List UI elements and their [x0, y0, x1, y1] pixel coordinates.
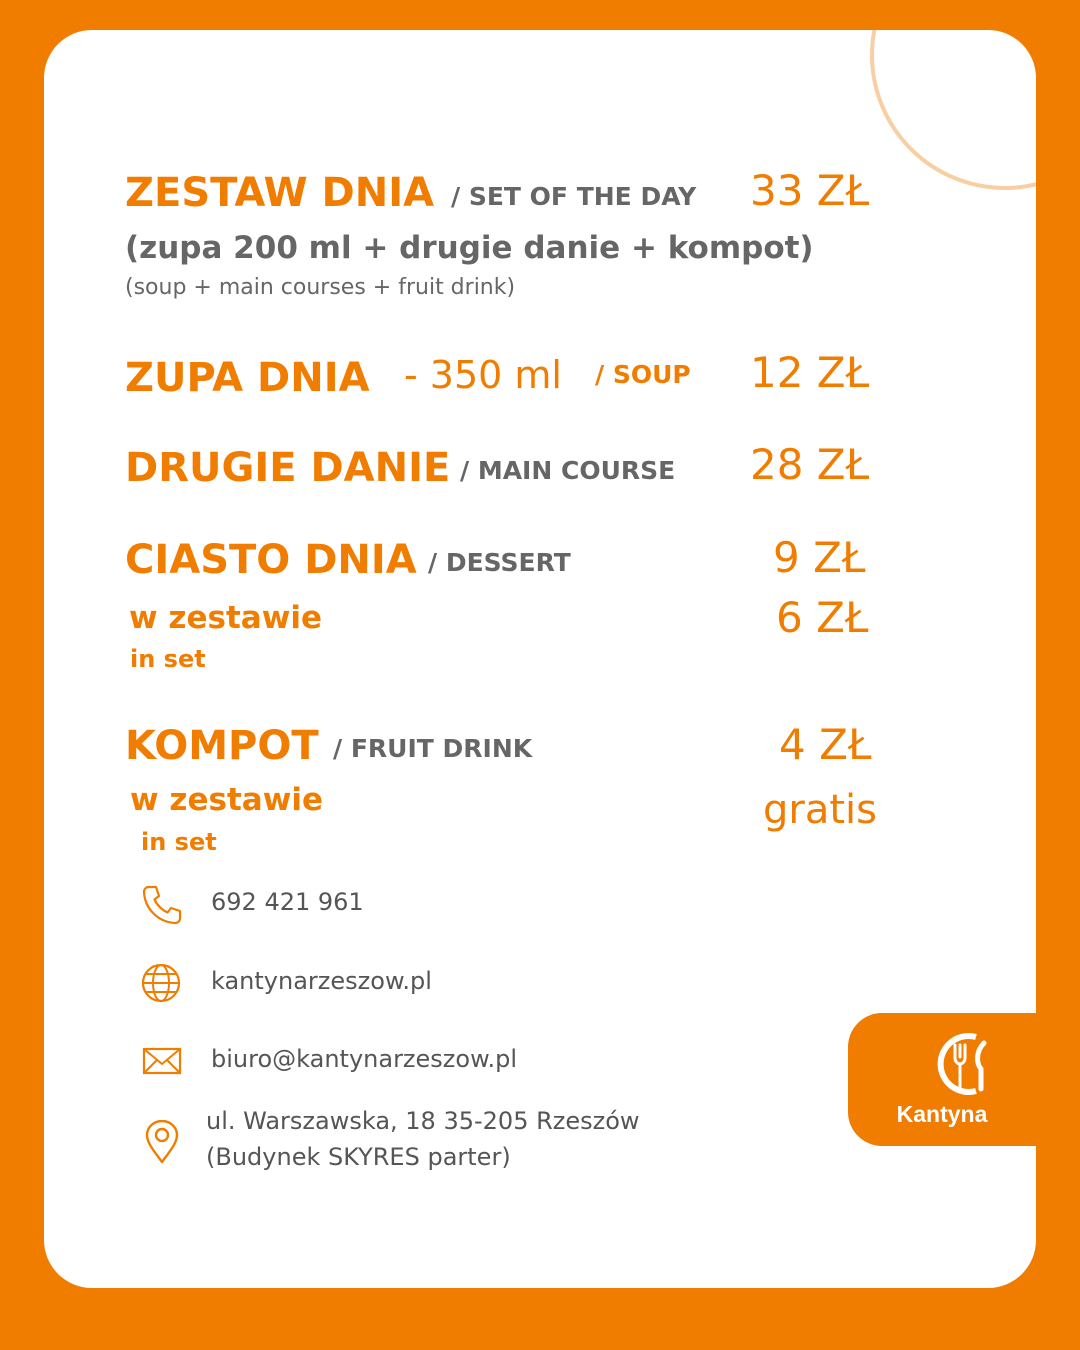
dessert-title: CIASTO DNIA	[125, 537, 417, 583]
main-course-price: 28 ZŁ	[750, 440, 870, 489]
drink-title: KOMPOT	[125, 723, 319, 769]
dessert-price: 9 ZŁ	[773, 533, 866, 582]
set-price: 33 ZŁ	[750, 166, 870, 215]
globe-icon	[139, 961, 183, 1005]
main-course-title: DRUGIE DANIE	[125, 445, 451, 491]
mail-icon	[140, 1039, 184, 1083]
dessert-set-label-en: in set	[130, 645, 206, 673]
drink-subtitle: / FRUIT DRINK	[333, 734, 533, 763]
website-link[interactable]: kantynarzeszow.pl	[211, 967, 432, 995]
set-description-en: (soup + main courses + fruit drink)	[125, 275, 516, 300]
cutlery-icon	[928, 1027, 1002, 1101]
dessert-set-label-pl: w zestawie	[129, 600, 322, 636]
drink-set-label-en: in set	[141, 828, 217, 856]
location-pin-icon	[140, 1120, 184, 1164]
dessert-subtitle: / DESSERT	[428, 548, 571, 577]
drink-price: 4 ZŁ	[779, 720, 872, 769]
soup-price: 12 ZŁ	[750, 348, 870, 397]
address-line-2: (Budynek SKYRES parter)	[206, 1143, 511, 1171]
set-subtitle: / SET OF THE DAY	[451, 182, 697, 211]
drink-set-price: gratis	[763, 787, 877, 833]
drink-set-label-pl: w zestawie	[130, 782, 323, 818]
soup-title: ZUPA DNIA	[125, 355, 370, 401]
phone-icon	[140, 883, 184, 927]
address-line-1: ul. Warszawska, 18 35-205 Rzeszów	[206, 1107, 640, 1135]
decorative-circle	[870, 30, 1036, 190]
dessert-set-price: 6 ZŁ	[776, 593, 869, 642]
main-course-subtitle: / MAIN COURSE	[460, 456, 676, 485]
set-title: ZESTAW DNIA	[125, 170, 435, 216]
set-description-pl: (zupa 200 ml + drugie danie + kompot)	[125, 230, 814, 266]
kantyna-logo	[848, 1013, 1048, 1146]
soup-subtitle: / SOUP	[595, 360, 691, 389]
logo-text: Kantyna	[896, 1101, 988, 1127]
phone-number[interactable]: 692 421 961	[211, 888, 364, 916]
email-link[interactable]: biuro@kantynarzeszow.pl	[211, 1045, 518, 1073]
soup-volume: - 350 ml	[404, 353, 562, 397]
